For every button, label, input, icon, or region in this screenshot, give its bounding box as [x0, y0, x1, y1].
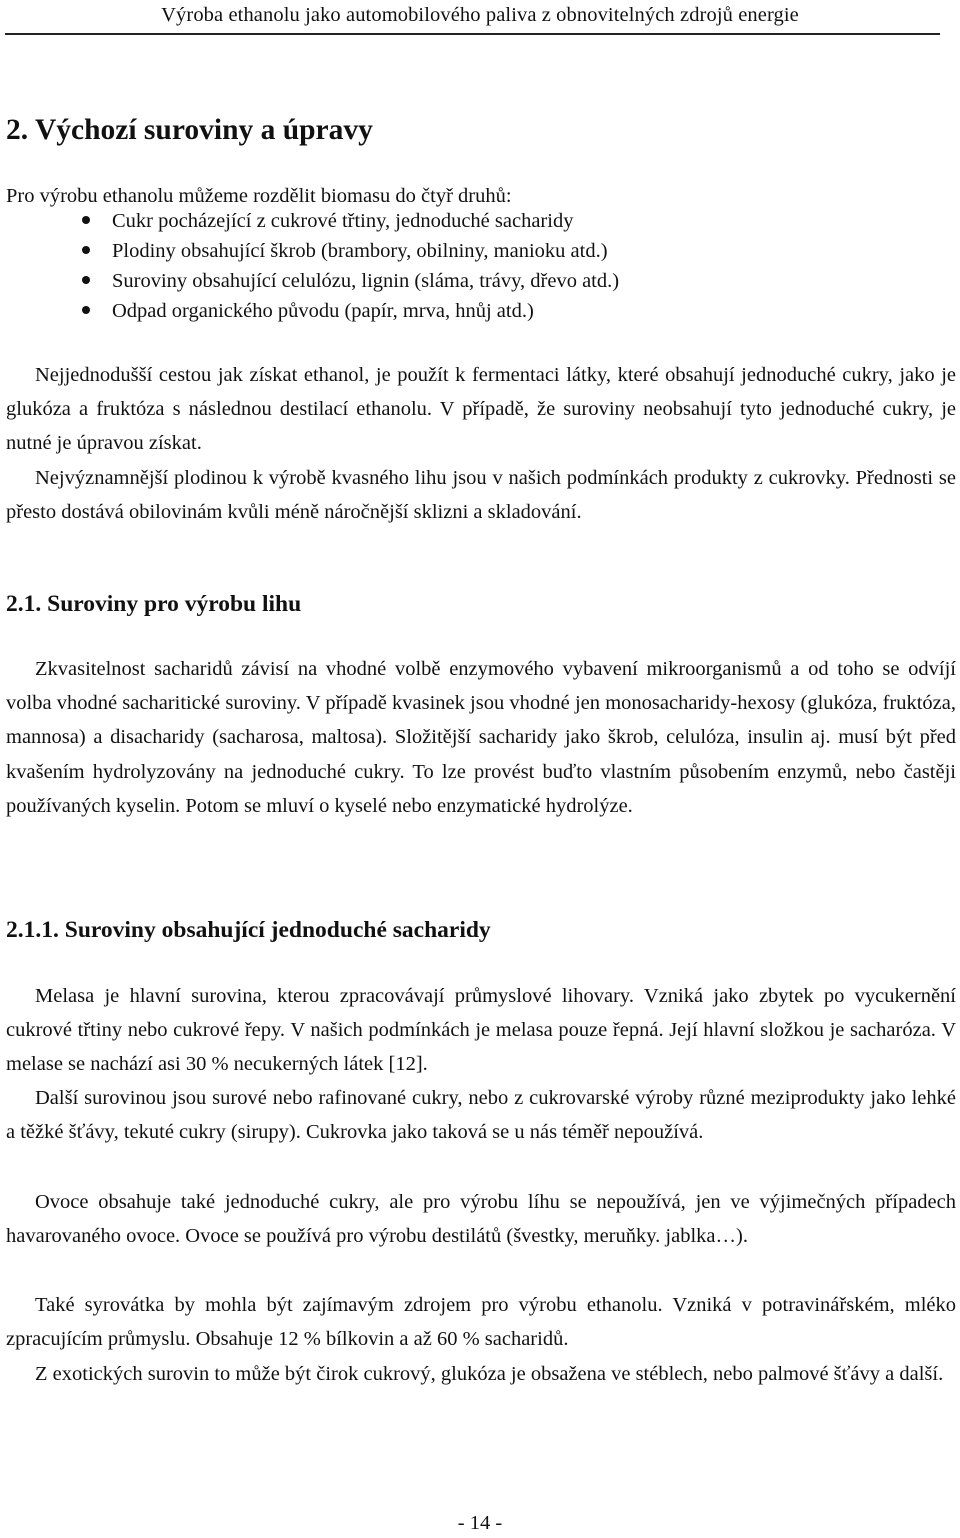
list-item: Odpad organického původu (papír, mrva, hnůj atd.)	[6, 296, 619, 326]
subsubsection-paragraph: Další surovinou jsou surové nebo rafinované cukry, nebo z cukrovarské výroby různé meziprodukty jako lehké a těžké šťávy, tekuté cukry (sirupy). Cukrovka jako taková se u nás téměř nepoužívá.	[6, 1087, 956, 1144]
section-heading: 2. Výchozí suroviny a úpravy	[6, 114, 373, 146]
subsection-paragraph: Zkvasitelnost sacharidů závisí na vhodné volbě enzymového vybavení mikroorganismů a od toho se odvíjí volba vhodné sacharitické suroviny. V případě kvasinek jsou vhodné jen monosacharidy-hexosy (glukóza, fruktóza, mannosa) a disacharidy (sacharosa, maltosa). Složitější sacharidy jako škrob, celulóza, insulin aj. musí být před kvašením hydrolyzovány na jednoduché cukry. To lze provést buďto vlastním působením enzymů, nebo častěji používaných kyselin. Potom se mluví o kyselé nebo enzymatické hydrolýze.	[6, 658, 956, 817]
biomass-type-list	[6, 206, 619, 326]
bullet-icon	[82, 276, 90, 284]
subsubsection-paragraph: Ovoce obsahuje také jednoduché cukry, ale pro výrobu líhu se nepoužívá, jen ve výjimečných případech havarovaného ovoce. Ovoce se používá pro výrobu destilátů (švestky, meruňky. jablka…).	[6, 1191, 956, 1248]
subsubsection-paragraph: Melasa je hlavní surovina, kterou zpracovávají průmyslové lihovary. Vzniká jako zbytek po vycukernění cukrové třtiny nebo cukrové řepy. V našich podmínkách je melasa pouze řepná. Její hlavní složkou je sacharóza. V melase se nachází asi 30 % necukerných látek [12].	[6, 985, 956, 1076]
running-header: Výroba ethanolu jako automobilového paliva z obnovitelných zdrojů energie	[161, 4, 799, 26]
section-paragraph: Nejjednodušší cestou jak získat ethanol, je použít k fermentaci látky, které obsahují jednoduché cukry, jako je glukóza a fruktóza s následnou destilací ethanolu. V případě, že suroviny neobsahují tyto jednoduché cukry, je nutné je úpravou získat.	[6, 364, 956, 455]
list-item: Cukr pocházející z cukrové třtiny, jednoduché sacharidy	[6, 206, 619, 236]
subsection-heading: 2.1. Suroviny pro výrobu lihu	[6, 591, 302, 617]
page-number: - 14 -	[457, 1512, 503, 1534]
bullet-icon	[82, 246, 90, 254]
subsubsection-paragraph: Také syrovátka by mohla být zajímavým zdrojem pro výrobu ethanolu. Vzniká v potravinářském, mléko zpracujícím průmyslu. Obsahuje 12 % bílkovin a až 60 % sacharidů.	[6, 1294, 956, 1351]
section-paragraph: Nejvýznamnější plodinou k výrobě kvasného lihu jsou v našich podmínkách produkty z cukrovky. Přednosti se přesto dostává obilovinám kvůli méně náročnější sklizni a skladování.	[6, 467, 956, 524]
section-intro: Pro výrobu ethanolu můžeme rozdělit biomasu do čtyř druhů:	[6, 185, 512, 207]
list-item: Plodiny obsahující škrob (brambory, obilniny, manioku atd.)	[6, 236, 619, 266]
bullet-icon	[82, 216, 90, 224]
bullet-icon	[82, 306, 90, 314]
subsubsection-heading: 2.1.1. Suroviny obsahující jednoduché sacharidy	[6, 917, 491, 943]
subsubsection-paragraph: Z exotických surovin to může být čirok cukrový, glukóza je obsažena ve stéblech, nebo palmové šťávy a další.	[35, 1363, 944, 1385]
header-rule	[5, 33, 940, 35]
list-item: Suroviny obsahující celulózu, lignin (sláma, trávy, dřevo atd.)	[6, 266, 619, 296]
